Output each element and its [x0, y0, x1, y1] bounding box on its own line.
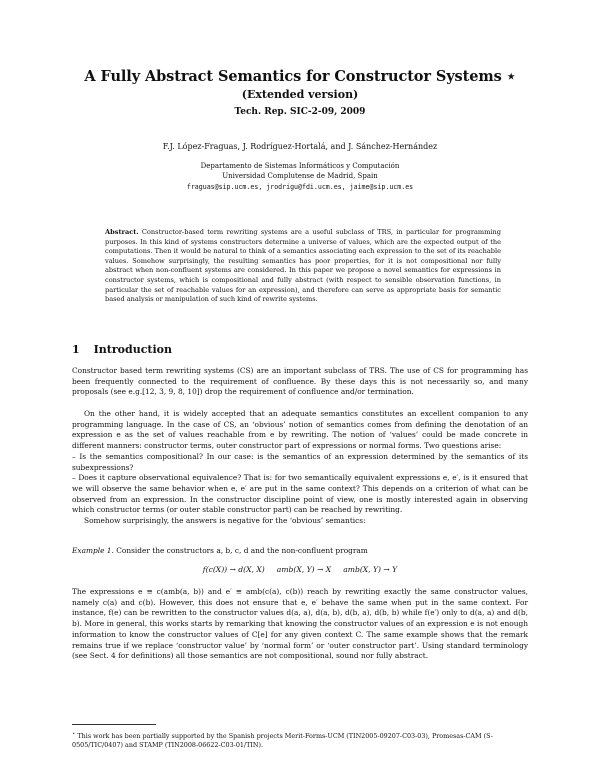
- paper-subtitle: (Extended version): [241, 88, 359, 101]
- section-heading: [72, 343, 186, 356]
- paragraph-semantics: [72, 409, 528, 527]
- paragraph-example-discussion: The expressions e ≡ c(amb(a, b)) and e′ ≡ amb(c(a), c(b)) reach by rewriting exactly the same constructor values, namely c(a) and c(b). However, this does not ensure that e, e′ behave the same when put in the same context. For instance, f(e) can be rewritten to the constructor values d(a, a), d(a, b), d(b, a), d(b, b) while f(e′) only to d(a, a) and d(b, b). More in general, this works starts by remarking that knowing the constructor values of an expression e is not enough information to know the constructor values of C[e] for any given context C. The same example shows that the remark remains true if we replace ‘constructor value’ by ‘normal form’ or ‘outer constructor part’. Using standard terminology (see Sect. 4 for definitions) all those semantics are not compositional, sound nor fully abstract.: [72, 587, 528, 661]
- footnote-mark: ⋆: [72, 731, 76, 737]
- affiliation-university: Universidad Complutense de Madrid, Spain: [222, 172, 378, 180]
- footnote: [72, 730, 528, 750]
- paper-title: A Fully Abstract Semantics for Constructor Systems ⋆: [84, 68, 516, 85]
- abstract-text: Constructor-based term rewriting systems are a useful subclass of TRS, in particular for programming purposes. In this kind of systems constructors determine a universe of values, which are the expected output of the computations. Then it would be natural to think of a semantics associating each expression to the set of its reachable values. Somehow surprisingly, the resulting semantics has poor properties, for it is not compositional nor fully abstract when non-confluent systems are considered. In this paper we propose a novel semantics for expressions in constructor systems, which is compositional and fully abstract (with respect to sensible observation functions, in particular the set of reachable values for an expression), and therefore can serve as appropriate basis for semantic based analysis or manipulation of such kind of rewrite systems.: [105, 228, 501, 304]
- example-text: Consider the constructors a, b, c, d and the non-confluent program: [116, 546, 368, 555]
- example-formula: f(c(X)) → d(X, X) amb(X, Y) → X amb(X, Y) → Y: [202, 565, 398, 574]
- footnote-text: This work has been partially supported by the Spanish projects Merit-Forms-UCM (TIN2005-09207-C03-03), Promesas-CAM (S-0505/TIC/0407) and STAMP (TIN2008-06622-C03-01/TIN).: [72, 732, 493, 750]
- affiliation: [0, 161, 600, 181]
- section-title: Introduction: [93, 343, 172, 356]
- abstract: [105, 228, 501, 305]
- author-emails: fraguas@sip.ucm.es, jrodrigu@fdi.ucm.es, jaime@sip.ucm.es: [186, 183, 414, 191]
- question-observational: – Does it capture observational equivalence? That is: for two semantically equivalent expressions e, e′, is it ensured that we will observe the same behavior when e, e′ are put in the same context? This depends on a criterion of what can be observed from an expression. In the constructor discipline point of view, one is mostly interested again in observing which constructor terms (or outer stable constructor part) can be reached by rewriting.: [72, 473, 528, 515]
- example-heading: [72, 546, 368, 555]
- paragraph-intro: Constructor based term rewriting systems (CS) are an important subclass of TRS. The use of CS for programming has been frequently connected to the requirement of confluence. By these days this is not necessarily so, and many proposals (see e.g.[12, 3, 9, 8, 10]) drop the requirement of confluence and/or termination.: [72, 366, 528, 397]
- affiliation-department: Departamento de Sistemas Informáticos y Computación: [200, 162, 400, 170]
- section-number: 1: [72, 343, 80, 356]
- footnote-rule: [72, 724, 156, 725]
- paragraph-semantics-text: On the other hand, it is widely accepted that an adequate semantics constitutes an excellent companion to any programming language. In the case of CS, an ‘obvious’ notion of semantics comes from defining the denotation of an expression e as the set of values reachable from e by rewriting. The notion of ‘values’ could be made concrete in different manners: constructor terms, outer constructor part of expressions or normal forms. Two questions arise:: [72, 409, 528, 451]
- question-compositional: – Is the semantics compositional? In our case: is the semantics of an expression determined by the semantics of its subexpressions?: [72, 451, 528, 472]
- abstract-label: Abstract.: [105, 228, 139, 236]
- author-list: F.J. López-Fraguas, J. Rodríguez-Hortalá, and J. Sánchez-Hernández: [162, 142, 438, 151]
- paragraph-answer: Somehow surprisingly, the answers is negative for the ‘obvious’ semantics:: [84, 516, 366, 526]
- example-label: Example 1.: [72, 546, 114, 555]
- tech-report-label: Tech. Rep. SIC-2-09, 2009: [234, 107, 366, 117]
